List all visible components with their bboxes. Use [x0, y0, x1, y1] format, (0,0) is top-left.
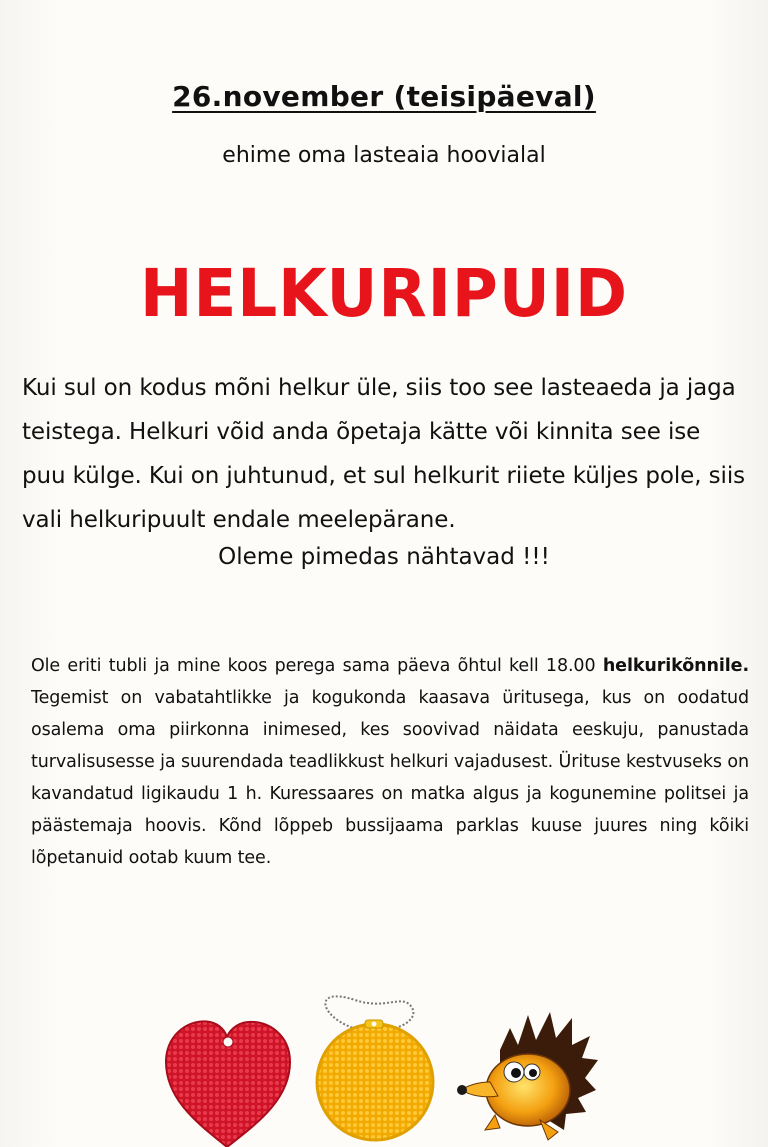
details-lead: Ole eriti tubli ja mine koos perega sama päeva õhtul kell 18.00: [31, 656, 603, 676]
reflector-illustrations: [160, 990, 600, 1147]
date-heading-text: 26.november (teisipäeval): [172, 80, 596, 113]
date-heading: [0, 80, 768, 113]
details-paragraph: [31, 650, 749, 874]
heart-reflector-icon: [166, 1021, 290, 1147]
round-reflector-icon: [317, 996, 433, 1140]
slogan: Oleme pimedas nähtavad !!!: [218, 544, 550, 570]
subtitle: ehime oma lasteaia hoovialal: [222, 143, 546, 168]
hedgehog-reflector-icon: [457, 1012, 598, 1140]
main-title: HELKURIPUID: [140, 255, 628, 332]
details-rest: Tegemist on vabatahtlikke ja kogukonda kaasava üritusega, kus on oodatud osalema oma piirkonna inimesed, kes soovivad näidata eeskuju, panustada turvalisusesse ja suurendada teadlikkust helkuri vajadusest. Ürituse kestvuseks on kavandatud ligikaudu 1 h. Kuressaares on matka algus ja kogunemine politsei ja päästemaja hoovis. Kõnd lõppeb bussijaama parklas kuuse juures ning kõiki lõpetanuid ootab kuum tee.: [31, 688, 749, 868]
intro-paragraph: Kui sul on kodus mõni helkur üle, siis too see lasteaeda ja jaga teistega. Helkuri võid anda õpetaja kätte või kinnita see ise puu külge. Kui on juhtunud, et sul helkurit riiete küljes pole, siis vali helkuripuult endale meelepärane.: [22, 375, 745, 533]
details-bold: helkurikõnnile.: [602, 656, 749, 676]
